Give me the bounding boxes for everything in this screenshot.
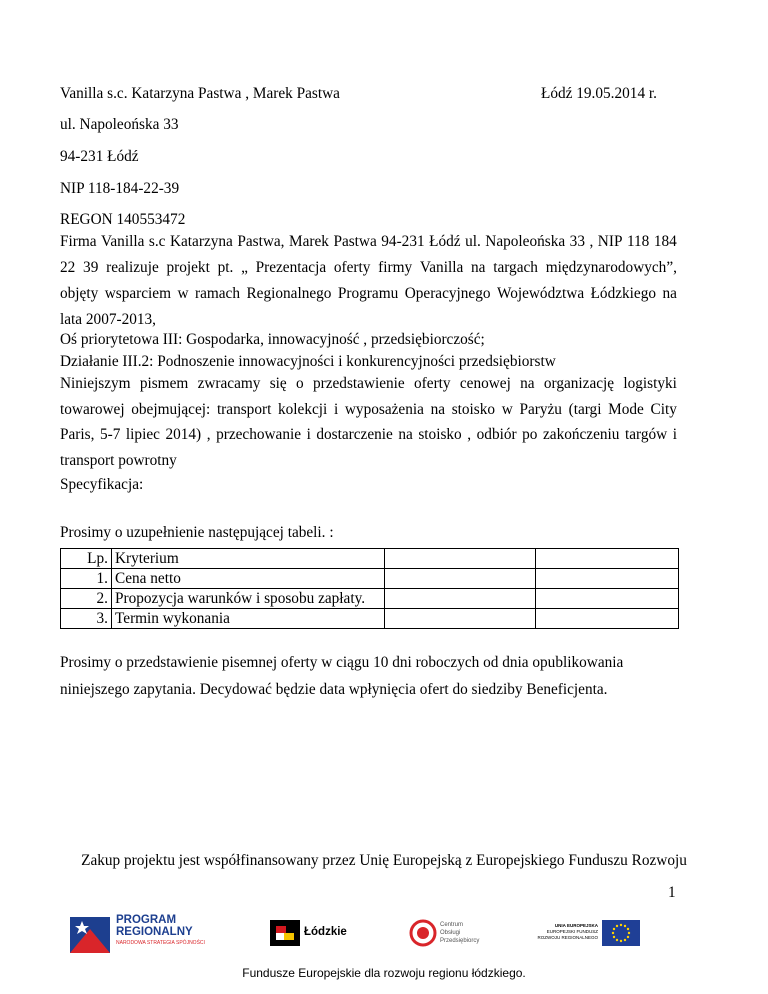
word: ramach (194, 285, 240, 302)
table-intro: Prosimy o uzupełnienie następującej tabeli. : (60, 524, 334, 541)
word: obejmującej: (131, 401, 211, 418)
word: ul. (465, 233, 481, 250)
place-date: Łódź 19.05.2014 r. (541, 85, 657, 102)
word: pt. (217, 259, 234, 276)
word: 184 (653, 233, 677, 250)
word: Pastwa (333, 233, 377, 250)
word: dostarczenie (316, 426, 393, 443)
table-row (61, 549, 679, 569)
word: Województwa (496, 285, 585, 302)
word: Paris, (60, 426, 95, 443)
table-cell-criterion: Propozycja warunków i sposobu zapłaty. (112, 589, 385, 609)
word: i (306, 426, 311, 443)
word: 94-231 (381, 233, 425, 250)
word: Paryżu (519, 401, 562, 418)
table-row (61, 569, 679, 589)
word: po (522, 426, 538, 443)
word: zwracamy (197, 375, 261, 392)
paragraph-request-line-2 (60, 401, 677, 419)
word: Operacyjnego (404, 285, 491, 302)
word: (targi (568, 401, 602, 418)
word: Łódzkiego (590, 285, 656, 302)
table-cell-value (536, 609, 679, 629)
word: i (672, 426, 677, 443)
table-cell-value (536, 589, 679, 609)
program-regionalny-line-3: NARODOWA STRATEGIA SPÓJNOŚCI (116, 940, 205, 946)
word: na (520, 375, 535, 392)
table-cell-criterion: Cena netto (112, 569, 385, 589)
word: Vanilla (101, 233, 145, 250)
word: odbiór (476, 426, 517, 443)
paragraph-request-line-4: transport powrotny (60, 452, 177, 469)
page-number: 1 (668, 884, 676, 901)
centrum-logo-icon (408, 918, 438, 948)
centrum-line-2: Obsługi (440, 930, 461, 936)
word: wsparciem (104, 285, 171, 302)
word: NIP (597, 233, 623, 250)
table-row (61, 609, 679, 629)
word: Regionalnego (246, 285, 332, 302)
program-regionalny-line-1: PROGRAM (116, 914, 177, 926)
paragraph-project-line-4: lata 2007-2013, (60, 311, 157, 328)
table-row (61, 589, 679, 609)
word: na (662, 285, 677, 302)
funds-tagline: Fundusze Europejskie dla rozwoju regionu łódzkiego. (242, 966, 526, 980)
word: lipiec (125, 426, 160, 443)
word: Prezentacja (255, 259, 327, 276)
word: projekt (166, 259, 210, 276)
regon: REGON 140553472 (60, 211, 186, 228)
word: Programu (337, 285, 399, 302)
address-street: ul. Napoleońska 33 (60, 116, 179, 133)
word: Pastwa, (237, 233, 285, 250)
centrum-line-1: Centrum (440, 922, 464, 928)
word: 2014) (165, 426, 202, 443)
word: cenowej (459, 375, 511, 392)
word: przedstawienie (312, 375, 405, 392)
word: na (430, 401, 446, 418)
word: logistyki (623, 375, 677, 392)
word: targach (493, 259, 538, 276)
program-regionalny-line-2: REGIONALNY (116, 926, 193, 938)
word: , (206, 426, 211, 443)
paragraph-project-line-3 (60, 285, 677, 303)
table-cell-lp: 2. (61, 589, 112, 609)
word: realizuje (106, 259, 159, 276)
table-cell-value (536, 549, 679, 569)
word: Napoleońska (485, 233, 566, 250)
paragraph-request-line-1 (60, 375, 677, 393)
offer-request-line-2: niniejszego zapytania. Decydować będzie data wpłynięcia ofert do siedziby Beneficjenta. (60, 681, 608, 698)
logos-strip (0, 910, 768, 960)
word: objęty (60, 285, 99, 302)
eu-line-3: ROZWOJU REGIONALNEGO (537, 935, 598, 940)
table-cell-value (385, 569, 536, 589)
word: firmy (378, 259, 413, 276)
word: 5-7 (99, 426, 121, 443)
word: Katarzyna (169, 233, 233, 250)
word: oferty (414, 375, 451, 392)
lodzkie-logo-icon (270, 920, 300, 946)
word: przechowanie (216, 426, 302, 443)
word: Mode (608, 401, 644, 418)
priority-axis: Oś priorytetowa III: Gospodarka, innowacyjność , przedsiębiorczość; (60, 331, 485, 348)
word: stoisko (451, 401, 496, 418)
word: Firma (60, 233, 97, 250)
table-cell-value (385, 549, 536, 569)
word: towarowej (60, 401, 125, 418)
word: pismem (139, 375, 189, 392)
word: Łódź (429, 233, 461, 250)
lodzkie-label: Łódzkie (304, 926, 347, 938)
word: s.c (148, 233, 166, 250)
word: , (589, 233, 594, 250)
action-line: Działanie III.2: Podnoszenie innowacyjności i konkurencyjności przedsiębiorstw (60, 353, 556, 370)
word: Marek (289, 233, 329, 250)
paragraph-request-line-3 (60, 426, 677, 444)
address-city: 94-231 Łódź (60, 148, 139, 165)
word: kolekcji (278, 401, 328, 418)
word: 39 (83, 259, 99, 276)
eu-line-1: UNIA EUROPEJSKA (554, 923, 598, 928)
word: się (269, 375, 287, 392)
table-cell-criterion: Kryterium (112, 549, 385, 569)
word: zakończeniu (542, 426, 620, 443)
word: City (650, 401, 677, 418)
word: Vanilla (419, 259, 464, 276)
word: stoisko (418, 426, 462, 443)
word: wyposażenia (344, 401, 424, 418)
criteria-table (60, 548, 679, 629)
offer-request-line-1: Prosimy o przedstawienie pisemnej oferty w ciągu 10 dni roboczych od dnia opublikowania (60, 654, 624, 671)
eu-flag-icon (602, 920, 640, 946)
word: Niniejszym (60, 375, 131, 392)
word: na (398, 426, 413, 443)
word: 22 (60, 259, 76, 276)
word: targów (624, 426, 668, 443)
cofinance-note: Zakup projektu jest współfinansowany przez Unię Europejską z Europejskiego Funduszu Rozwoju (81, 852, 687, 869)
word: 118 (626, 233, 650, 250)
word: o (296, 375, 304, 392)
word: w (177, 285, 189, 302)
word: i (333, 401, 339, 418)
word: transport (216, 401, 272, 418)
specification-label: Specyfikacja: (60, 476, 144, 493)
word: międzynarodowych”, (545, 259, 677, 276)
table-cell-value (385, 609, 536, 629)
centrum-line-3: Przedsiębiorcy (440, 938, 480, 944)
word: 33 (569, 233, 585, 250)
table-cell-lp: 1. (61, 569, 112, 589)
table-cell-lp: Lp. (61, 549, 112, 569)
word: organizację (543, 375, 615, 392)
program-regionalny-logo-icon (68, 915, 112, 955)
table-cell-value (536, 569, 679, 589)
word: „ (241, 259, 248, 276)
word: w (501, 401, 513, 418)
word: oferty (333, 259, 371, 276)
table-cell-criterion: Termin wykonania (112, 609, 385, 629)
table-cell-lp: 3. (61, 609, 112, 629)
table-cell-value (385, 589, 536, 609)
word: na (471, 259, 486, 276)
word: , (467, 426, 472, 443)
nip: NIP 118-184-22-39 (60, 180, 180, 197)
paragraph-project-line-1 (60, 233, 677, 251)
eu-line-2: EUROPEJSKI FUNDUSZ (546, 929, 598, 934)
company-name: Vanilla s.c. Katarzyna Pastwa , Marek Pastwa (60, 85, 340, 102)
paragraph-project-line-2 (60, 259, 677, 277)
